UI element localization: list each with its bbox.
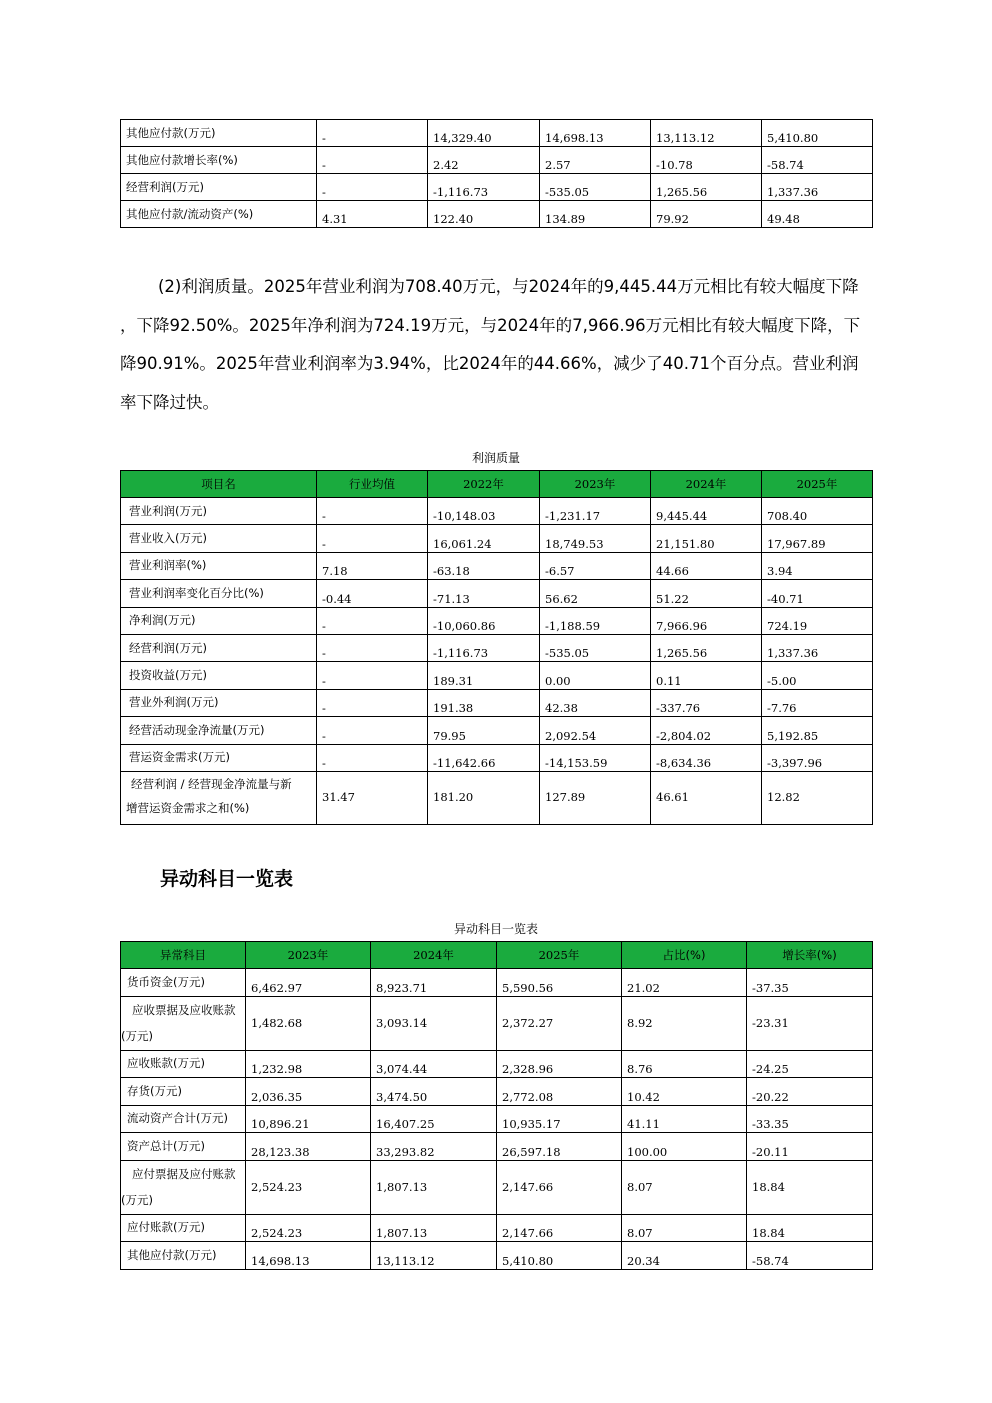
table-cell: 724.19 [762,607,873,634]
row-label-line: (万元) [121,1192,153,1207]
table-cell: -10,060.86 [428,607,540,634]
row-label [121,1160,246,1214]
table-cell: 28,123.38 [246,1133,371,1161]
table-row [121,498,873,525]
table-cell: 1,337.36 [762,174,873,201]
table-cell: -58.74 [747,1242,873,1270]
section-heading: 异动科目一览表 [160,868,294,890]
table-row [121,580,873,607]
table-cell: 3,093.14 [371,996,497,1050]
table-cell: 1,265.56 [651,174,762,201]
table-cell: 16,061.24 [428,525,540,552]
table-row [121,120,873,147]
profit-quality-paragraph [120,268,882,422]
table-cell: 33,293.82 [371,1133,497,1161]
table-cell: - [317,174,428,201]
table-cell: 41.11 [622,1105,747,1133]
table-cell: -6.57 [540,552,651,579]
table-cell: -33.35 [747,1105,873,1133]
profit-quality-table [120,470,873,825]
table-cell: 1,482.68 [246,996,371,1050]
table-cell: - [317,689,428,716]
row-label: 其他应付款(万元) [121,120,317,147]
table-cell: -5.00 [762,662,873,689]
table-cell: 13,113.12 [371,1242,497,1270]
table-cell: -40.71 [762,580,873,607]
table-cell: 16,407.25 [371,1105,497,1133]
table-cell: 127.89 [540,771,651,824]
table-cell: 2,372.27 [497,996,622,1050]
row-label-line: 经营利润 / 经营现金净流量与新 [131,776,292,791]
table-cell: -535.05 [540,634,651,661]
row-label [121,996,246,1050]
row-label: 应收账款(万元) [121,1050,246,1078]
row-label: 存货(万元) [121,1078,246,1106]
table-cell: 13,113.12 [651,120,762,147]
paragraph-line: 率下降过快。 [120,392,219,412]
row-label: 其他应付款(万元) [121,1242,246,1270]
table-cell: -7.76 [762,689,873,716]
table-cell: 8.07 [622,1214,747,1242]
table-cell: 21,151.80 [651,525,762,552]
table-cell: -2,804.02 [651,717,762,744]
table-cell: 2,092.54 [540,717,651,744]
table-cell: 2,524.23 [246,1214,371,1242]
table-cell: 7.18 [317,552,428,579]
row-label: 营业收入(万元) [121,525,317,552]
table-cell: - [317,744,428,771]
table-cell: 1,337.36 [762,634,873,661]
table-cell: -20.11 [747,1133,873,1161]
table-cell: -1,231.17 [540,498,651,525]
table-cell: 12.82 [762,771,873,824]
table-cell: 10.42 [622,1078,747,1106]
table-cell: 8,923.71 [371,969,497,997]
table-cell: 26,597.18 [497,1133,622,1161]
header-cell: 行业均值 [317,471,428,498]
table-cell: -37.35 [747,969,873,997]
table-cell: 14,698.13 [540,120,651,147]
table-cell: -10.78 [651,147,762,174]
table-row [121,1050,873,1078]
header-cell: 2024年 [651,471,762,498]
row-label: 流动资产合计(万元) [121,1105,246,1133]
row-label-line: 增营运资金需求之和(%) [126,800,250,815]
table-cell: 1,232.98 [246,1050,371,1078]
table-row [121,552,873,579]
table-row [121,771,873,824]
paragraph-line: (2)利润质量。2025年营业利润为708.40万元，与2024年的9,445.44万元相比有较大幅度下降 [158,277,859,296]
table-cell: 10,935.17 [497,1105,622,1133]
table-cell: 0.00 [540,662,651,689]
table-cell: 18,749.53 [540,525,651,552]
table-cell: -71.13 [428,580,540,607]
table-row [121,147,873,174]
row-label: 经营利润(万元) [121,174,317,201]
profit-table-caption: 利润质量 [471,451,520,465]
row-label: 净利润(万元) [121,607,317,634]
table-cell: 1,807.13 [371,1160,497,1214]
row-label-line: (万元) [121,1028,153,1043]
table-cell: 20.34 [622,1242,747,1270]
header-cell: 占比(%) [622,942,747,969]
table-cell: 2,036.35 [246,1078,371,1106]
table-cell: 181.20 [428,771,540,824]
header-cell: 2023年 [540,471,651,498]
table-row [121,201,873,228]
table-cell: -11,642.66 [428,744,540,771]
table-cell: -337.76 [651,689,762,716]
table-cell: 1,807.13 [371,1214,497,1242]
table-cell: 49.48 [762,201,873,228]
header-cell: 2023年 [246,942,371,969]
header-cell: 项目名 [121,471,317,498]
table-header-row [121,471,873,498]
anomaly-table-caption: 异动科目一览表 [453,922,538,936]
table-cell: 122.40 [428,201,540,228]
table-cell: 79.92 [651,201,762,228]
table-row [121,689,873,716]
table-cell: 44.66 [651,552,762,579]
table-cell: 2,524.23 [246,1160,371,1214]
anomaly-items-table [120,941,873,1270]
other-payables-table [120,119,873,228]
table-cell: 10,896.21 [246,1105,371,1133]
table-cell: 2.42 [428,147,540,174]
table-cell: -63.18 [428,552,540,579]
table-row [121,1078,873,1106]
table-cell: 3,074.44 [371,1050,497,1078]
table-cell: 51.22 [651,580,762,607]
table-cell: -24.25 [747,1050,873,1078]
table-cell: - [317,607,428,634]
table-cell: -1,116.73 [428,174,540,201]
table-cell: 42.38 [540,689,651,716]
header-cell: 异常科目 [121,942,246,969]
table-cell: 2,772.08 [497,1078,622,1106]
table-cell: 3,474.50 [371,1078,497,1106]
table-cell: 1,265.56 [651,634,762,661]
row-label: 资产总计(万元) [121,1133,246,1161]
table-cell: -1,188.59 [540,607,651,634]
table-cell: 708.40 [762,498,873,525]
row-label [121,771,317,824]
table-cell: - [317,717,428,744]
table-cell: 5,590.56 [497,969,622,997]
table-row [121,744,873,771]
table-cell: 8.07 [622,1160,747,1214]
table-cell: 3.94 [762,552,873,579]
table-row [121,1242,873,1270]
table-cell: 79.95 [428,717,540,744]
table-cell: 21.02 [622,969,747,997]
table-cell: 134.89 [540,201,651,228]
table-cell: 17,967.89 [762,525,873,552]
table-cell: - [317,498,428,525]
row-label: 营运资金需求(万元) [121,744,317,771]
table-cell: 31.47 [317,771,428,824]
table-cell: -14,153.59 [540,744,651,771]
table-cell: 9,445.44 [651,498,762,525]
table-cell: 2,147.66 [497,1214,622,1242]
table-cell: 14,698.13 [246,1242,371,1270]
table-row [121,1133,873,1161]
table-cell: 46.61 [651,771,762,824]
table-cell: -58.74 [762,147,873,174]
row-label: 经营利润(万元) [121,634,317,661]
table-cell: 0.11 [651,662,762,689]
table-cell: -23.31 [747,996,873,1050]
table-cell: 4.31 [317,201,428,228]
table-cell: 2,328.96 [497,1050,622,1078]
table-row [121,174,873,201]
table-row [121,1160,873,1214]
table-row [121,662,873,689]
table-cell: -1,116.73 [428,634,540,661]
row-label: 应付账款(万元) [121,1214,246,1242]
table-row [121,717,873,744]
table-cell: 189.31 [428,662,540,689]
table-row [121,1105,873,1133]
table-cell: -20.22 [747,1078,873,1106]
row-label: 营业利润(万元) [121,498,317,525]
row-label: 投资收益(万元) [121,662,317,689]
table-cell: - [317,525,428,552]
table-cell: 8.76 [622,1050,747,1078]
table-row [121,607,873,634]
table-cell: 5,410.80 [497,1242,622,1270]
header-cell: 2025年 [497,942,622,969]
row-label: 其他应付款/流动资产(%) [121,201,317,228]
paragraph-line: 降90.91%。2025年营业利润率为3.94%，比2024年的44.66%，减少了40.71个百分点。营业利润 [120,354,859,373]
table-cell: 2.57 [540,147,651,174]
table-cell: 6,462.97 [246,969,371,997]
header-cell: 2025年 [762,471,873,498]
row-label: 营业利润率变化百分比(%) [121,580,317,607]
table-cell: -10,148.03 [428,498,540,525]
table-cell: - [317,120,428,147]
table-cell: 5,410.80 [762,120,873,147]
table-row [121,996,873,1050]
table-cell: -3,397.96 [762,744,873,771]
table-cell: 8.92 [622,996,747,1050]
row-label-line: 应付票据及应付账款 [132,1166,236,1181]
header-cell: 2022年 [428,471,540,498]
table-row [121,1214,873,1242]
row-label: 营业利润率(%) [121,552,317,579]
table-cell: 18.84 [747,1214,873,1242]
table-row [121,525,873,552]
table-header-row [121,942,873,969]
table-cell: 14,329.40 [428,120,540,147]
table-row [121,634,873,661]
table-cell: -535.05 [540,174,651,201]
row-label: 经营活动现金净流量(万元) [121,717,317,744]
table-cell: 2,147.66 [497,1160,622,1214]
row-label-line: 应收票据及应收账款 [132,1002,236,1017]
table-cell: 5,192.85 [762,717,873,744]
header-cell: 增长率(%) [747,942,873,969]
table-cell: 56.62 [540,580,651,607]
table-cell: - [317,634,428,661]
paragraph-line: ，下降92.50%。2025年净利润为724.19万元，与2024年的7,966.96万元相比有较大幅度下降，下 [120,315,861,335]
table-cell: -8,634.36 [651,744,762,771]
row-label: 营业外利润(万元) [121,689,317,716]
table-cell: 18.84 [747,1160,873,1214]
table-cell: 7,966.96 [651,607,762,634]
table-row [121,969,873,997]
table-cell: - [317,147,428,174]
header-cell: 2024年 [371,942,497,969]
table-cell: 191.38 [428,689,540,716]
table-cell: -0.44 [317,580,428,607]
row-label: 其他应付款增长率(%) [121,147,317,174]
table-cell: - [317,662,428,689]
row-label: 货币资金(万元) [121,969,246,997]
table-cell: 100.00 [622,1133,747,1161]
